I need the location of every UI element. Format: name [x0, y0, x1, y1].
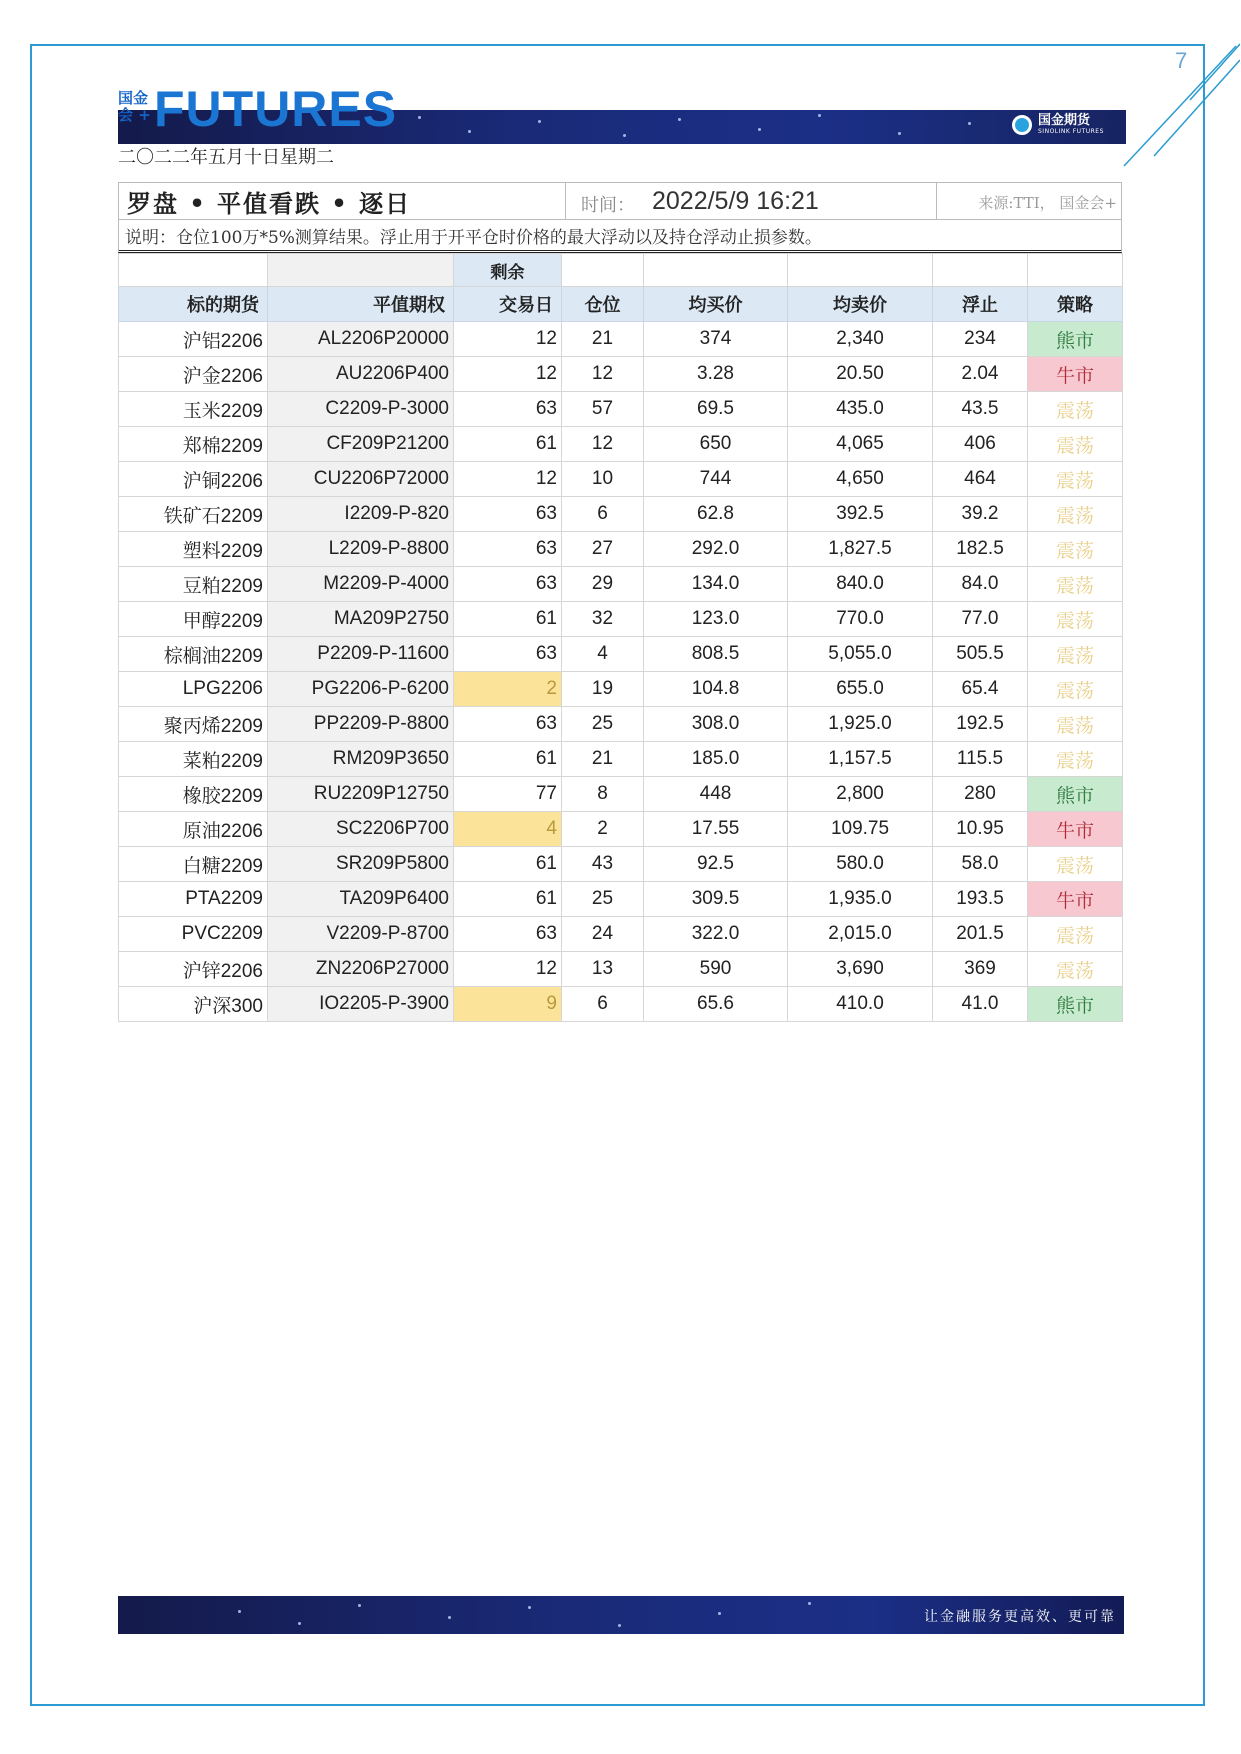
cell-future: 玉米2209: [119, 392, 268, 427]
cell-buy: 448: [644, 777, 788, 812]
cell-days: 63: [454, 707, 562, 742]
time-label: 时间：: [581, 195, 635, 216]
cell-future: 聚丙烯2209: [119, 707, 268, 742]
cell-option: AL2206P20000: [268, 322, 454, 357]
cell-option: SR209P5800: [268, 847, 454, 882]
cell-stop: 43.5: [933, 392, 1028, 427]
cell-stop: 115.5: [933, 742, 1028, 777]
table-row: [119, 497, 1123, 532]
sheet-title-row: [118, 182, 1122, 219]
table-row: [119, 707, 1123, 742]
sheet-note: 说明：仓位100万*5%测算结果。浮止用于开平仓时价格的最大浮动以及持仓浮动止损参数。: [118, 219, 1122, 253]
cell-position: 29: [562, 567, 644, 602]
cell-option: PG2206-P-6200: [268, 672, 454, 707]
cell-position: 57: [562, 392, 644, 427]
cell-position: 6: [562, 987, 644, 1022]
cell-sell: 1,925.0: [788, 707, 933, 742]
cell-future: 沪深300: [119, 987, 268, 1022]
cell-stop: 505.5: [933, 637, 1028, 672]
cell-future: 沪锌2206: [119, 952, 268, 987]
cell-days: 61: [454, 427, 562, 462]
table-row: [119, 847, 1123, 882]
time-value: 2022/5/9 16:21: [652, 187, 819, 215]
cell-option: P2209-P-11600: [268, 637, 454, 672]
cell-option: M2209-P-4000: [268, 567, 454, 602]
cell-days: 9: [454, 987, 562, 1022]
header-buy: 均买价: [644, 287, 788, 322]
cell-strategy: 震荡: [1028, 637, 1123, 672]
cell-position: 24: [562, 917, 644, 952]
table-row: [119, 392, 1123, 427]
header-option: 平值期权: [268, 287, 454, 322]
cell-option: IO2205-P-3900: [268, 987, 454, 1022]
cell-days: 61: [454, 847, 562, 882]
cell-buy: 92.5: [644, 847, 788, 882]
header-remaining: 剩余: [454, 254, 562, 287]
cell-days: 12: [454, 322, 562, 357]
cell-strategy: 震荡: [1028, 707, 1123, 742]
cell-buy: 69.5: [644, 392, 788, 427]
cell-strategy: 震荡: [1028, 427, 1123, 462]
cell-option: V2209-P-8700: [268, 917, 454, 952]
cell-future: 豆粕2209: [119, 567, 268, 602]
cell-future: PTA2209: [119, 882, 268, 917]
cell-buy: 185.0: [644, 742, 788, 777]
source-text: 来源:TTI， 国金会+: [978, 194, 1117, 212]
table-row: [119, 427, 1123, 462]
cell-buy: 17.55: [644, 812, 788, 847]
cell-buy: 62.8: [644, 497, 788, 532]
cell-sell: 655.0: [788, 672, 933, 707]
cell-days: 63: [454, 532, 562, 567]
cell-buy: 65.6: [644, 987, 788, 1022]
cell-future: 菜粕2209: [119, 742, 268, 777]
cell-sell: 20.50: [788, 357, 933, 392]
table-row: [119, 987, 1123, 1022]
cell-strategy: 震荡: [1028, 602, 1123, 637]
header-position: 仓位: [562, 287, 644, 322]
cell-position: 25: [562, 707, 644, 742]
cell-days: 63: [454, 567, 562, 602]
cell-days: 63: [454, 392, 562, 427]
cell-stop: 58.0: [933, 847, 1028, 882]
cell-future: 白糖2209: [119, 847, 268, 882]
cell-sell: 770.0: [788, 602, 933, 637]
cell-future: PVC2209: [119, 917, 268, 952]
cell-future: 塑料2209: [119, 532, 268, 567]
compass-sheet: [118, 182, 1122, 1022]
cell-stop: 192.5: [933, 707, 1028, 742]
table-row: [119, 322, 1123, 357]
company-logo: 国金期货 SINOLINK FUTURES: [1012, 114, 1104, 136]
cell-days: 63: [454, 497, 562, 532]
footer-slogan: 让金融服务更高效、更可靠: [924, 1609, 1116, 1625]
cell-buy: 3.28: [644, 357, 788, 392]
cell-buy: 590: [644, 952, 788, 987]
cell-future: 郑棉2209: [119, 427, 268, 462]
table-row: [119, 567, 1123, 602]
cell-buy: 322.0: [644, 917, 788, 952]
table-row: [119, 882, 1123, 917]
cell-position: 27: [562, 532, 644, 567]
brand-cn: 国金 会 +: [118, 89, 151, 124]
cell-sell: 410.0: [788, 987, 933, 1022]
cell-position: 12: [562, 357, 644, 392]
brand-en: FUTURES: [154, 81, 398, 137]
cell-sell: 3,690: [788, 952, 933, 987]
cell-stop: 182.5: [933, 532, 1028, 567]
header-stop: 浮止: [933, 287, 1028, 322]
table-row: [119, 602, 1123, 637]
cell-strategy: 震荡: [1028, 917, 1123, 952]
cell-sell: 2,800: [788, 777, 933, 812]
cell-position: 13: [562, 952, 644, 987]
cell-days: 61: [454, 742, 562, 777]
table-row: [119, 672, 1123, 707]
cell-stop: 280: [933, 777, 1028, 812]
table-row: [119, 532, 1123, 567]
table-row: [119, 812, 1123, 847]
cell-future: 橡胶2209: [119, 777, 268, 812]
report-date: 二〇二二年五月十日星期二: [118, 147, 334, 168]
cell-option: ZN2206P27000: [268, 952, 454, 987]
cell-days: 61: [454, 882, 562, 917]
cell-strategy: 牛市: [1028, 812, 1123, 847]
cell-strategy: 震荡: [1028, 847, 1123, 882]
cell-sell: 1,157.5: [788, 742, 933, 777]
cell-stop: 201.5: [933, 917, 1028, 952]
cell-stop: 77.0: [933, 602, 1028, 637]
page-number: 7: [1175, 48, 1188, 73]
cell-option: SC2206P700: [268, 812, 454, 847]
cell-position: 19: [562, 672, 644, 707]
cell-option: C2209-P-3000: [268, 392, 454, 427]
cell-days: 63: [454, 637, 562, 672]
cell-sell: 840.0: [788, 567, 933, 602]
cell-future: 甲醇2209: [119, 602, 268, 637]
cell-future: 铁矿石2209: [119, 497, 268, 532]
cell-option: RM209P3650: [268, 742, 454, 777]
cell-future: 原油2206: [119, 812, 268, 847]
cell-strategy: 震荡: [1028, 672, 1123, 707]
cell-option: L2209-P-8800: [268, 532, 454, 567]
cell-days: 77: [454, 777, 562, 812]
cell-days: 63: [454, 917, 562, 952]
cell-sell: 580.0: [788, 847, 933, 882]
cell-buy: 744: [644, 462, 788, 497]
table-row: [119, 637, 1123, 672]
cell-strategy: 熊市: [1028, 777, 1123, 812]
cell-stop: 193.5: [933, 882, 1028, 917]
cell-strategy: 震荡: [1028, 742, 1123, 777]
logo-icon: [1012, 115, 1032, 135]
cell-position: 8: [562, 777, 644, 812]
cell-days: 2: [454, 672, 562, 707]
cell-option: AU2206P400: [268, 357, 454, 392]
cell-option: CU2206P72000: [268, 462, 454, 497]
cell-days: 12: [454, 462, 562, 497]
cell-buy: 808.5: [644, 637, 788, 672]
cell-days: 12: [454, 952, 562, 987]
cell-strategy: 震荡: [1028, 462, 1123, 497]
table-row: [119, 742, 1123, 777]
cell-sell: 1,935.0: [788, 882, 933, 917]
sheet-title: 罗盘 • 平值看跌 • 逐日: [127, 188, 412, 218]
cell-option: CF209P21200: [268, 427, 454, 462]
cell-sell: 109.75: [788, 812, 933, 847]
cell-future: 沪铜2206: [119, 462, 268, 497]
cell-stop: 234: [933, 322, 1028, 357]
cell-sell: 4,650: [788, 462, 933, 497]
cell-buy: 309.5: [644, 882, 788, 917]
cell-buy: 374: [644, 322, 788, 357]
header-strategy: 策略: [1028, 287, 1123, 322]
cell-strategy: 牛市: [1028, 882, 1123, 917]
cell-buy: 308.0: [644, 707, 788, 742]
cell-option: TA209P6400: [268, 882, 454, 917]
cell-position: 2: [562, 812, 644, 847]
cell-stop: 406: [933, 427, 1028, 462]
cell-future: 棕榈油2209: [119, 637, 268, 672]
cell-position: 4: [562, 637, 644, 672]
cell-position: 25: [562, 882, 644, 917]
cell-strategy: 震荡: [1028, 497, 1123, 532]
cell-position: 10: [562, 462, 644, 497]
cell-strategy: 震荡: [1028, 532, 1123, 567]
cell-stop: 39.2: [933, 497, 1028, 532]
cell-option: I2209-P-820: [268, 497, 454, 532]
cell-sell: 4,065: [788, 427, 933, 462]
cell-future: 沪金2206: [119, 357, 268, 392]
table-row: [119, 917, 1123, 952]
cell-option: RU2209P12750: [268, 777, 454, 812]
cell-buy: 650: [644, 427, 788, 462]
cell-sell: 1,827.5: [788, 532, 933, 567]
cell-buy: 292.0: [644, 532, 788, 567]
cell-sell: 392.5: [788, 497, 933, 532]
cell-strategy: 震荡: [1028, 952, 1123, 987]
cell-stop: 464: [933, 462, 1028, 497]
header-sell: 均卖价: [788, 287, 933, 322]
cell-position: 21: [562, 742, 644, 777]
cell-future: LPG2206: [119, 672, 268, 707]
cell-position: 6: [562, 497, 644, 532]
cell-stop: 41.0: [933, 987, 1028, 1022]
cell-days: 4: [454, 812, 562, 847]
cell-sell: 2,015.0: [788, 917, 933, 952]
table-row: [119, 952, 1123, 987]
cell-stop: 10.95: [933, 812, 1028, 847]
cell-stop: 369: [933, 952, 1028, 987]
options-table: [118, 253, 1123, 1022]
cell-future: 沪铝2206: [119, 322, 268, 357]
cell-sell: 2,340: [788, 322, 933, 357]
header-future: 标的期货: [119, 287, 268, 322]
table-row: [119, 462, 1123, 497]
cell-buy: 134.0: [644, 567, 788, 602]
footer-banner: [118, 1596, 1124, 1634]
corner-decoration: [1120, 40, 1240, 180]
cell-sell: 435.0: [788, 392, 933, 427]
cell-strategy: 震荡: [1028, 567, 1123, 602]
cell-stop: 2.04: [933, 357, 1028, 392]
cell-position: 12: [562, 427, 644, 462]
cell-option: MA209P2750: [268, 602, 454, 637]
cell-strategy: 熊市: [1028, 322, 1123, 357]
cell-position: 21: [562, 322, 644, 357]
cell-days: 12: [454, 357, 562, 392]
header-days: 交易日: [454, 287, 562, 322]
cell-position: 32: [562, 602, 644, 637]
cell-buy: 123.0: [644, 602, 788, 637]
cell-buy: 104.8: [644, 672, 788, 707]
cell-stop: 84.0: [933, 567, 1028, 602]
cell-strategy: 震荡: [1028, 392, 1123, 427]
cell-stop: 65.4: [933, 672, 1028, 707]
cell-days: 61: [454, 602, 562, 637]
cell-position: 43: [562, 847, 644, 882]
cell-strategy: 牛市: [1028, 357, 1123, 392]
table-row: [119, 357, 1123, 392]
cell-option: PP2209-P-8800: [268, 707, 454, 742]
cell-strategy: 熊市: [1028, 987, 1123, 1022]
cell-sell: 5,055.0: [788, 637, 933, 672]
table-row: [119, 777, 1123, 812]
